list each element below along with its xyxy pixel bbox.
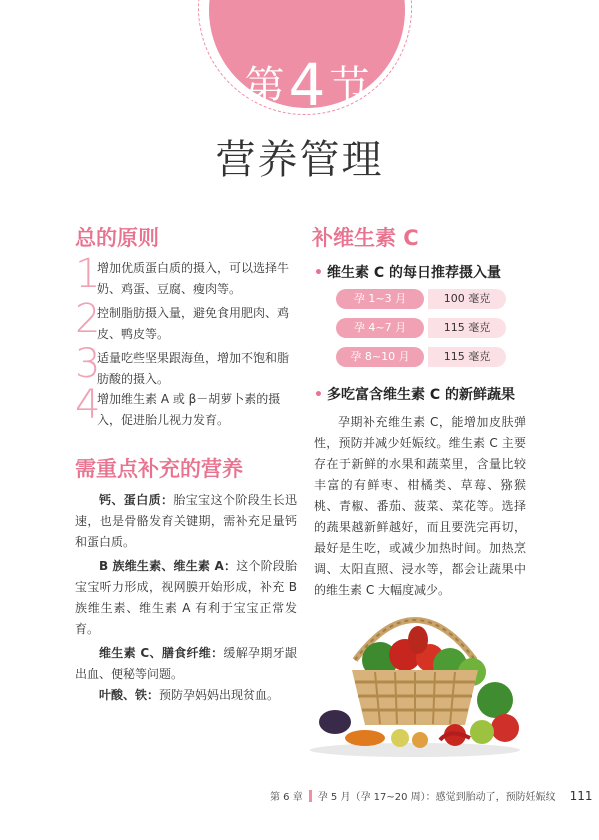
principle-item [75, 382, 295, 431]
nutrient-term: 维生素 C、膳食纤维： [99, 646, 224, 660]
principle-item [75, 251, 295, 300]
footer-description: 孕 5 月（孕 17~20 周）：感觉到胎动了，预防妊娠纹 [317, 792, 556, 803]
bullet-icon: • [314, 265, 323, 281]
nutrient-paragraph [75, 685, 297, 706]
nutrient-term: 叶酸、铁： [99, 688, 160, 702]
vegetables-heading-text: 多吃富含维生素 C 的新鲜蔬果 [326, 387, 515, 403]
daily-intake-heading-text: 维生素 C 的每日推荐摄入量 [326, 265, 501, 281]
principle-number: 2 [75, 296, 101, 342]
principle-item [75, 296, 295, 345]
nutrient-term: B 族维生素、维生素 A： [99, 559, 237, 573]
vegetables-heading [314, 384, 515, 404]
vegetables-paragraph: 孕期补充维生素 C，能增加皮肤弹性，预防并减少妊娠纹。维生素 C 主要存在于新鲜的水果和蔬菜里，含量比较丰富的有鲜枣、柑橘类、草莓、猕猴桃、青椒、番茄、菠菜、菜花等。选择的蔬果越新鲜越好，而且要洗完再切，最好是生吃，或减少加热时间。加热烹调、太阳直照、浸水等，都会让蔬果中的维生素 C 大幅度减少。 [314, 415, 526, 597]
section-prefix: 第 [244, 63, 285, 109]
intake-amount: 100 毫克 [428, 289, 506, 309]
principle-number: 4 [75, 382, 101, 428]
page-footer [270, 788, 593, 803]
nutrient-term: 钙、蛋白质： [99, 493, 174, 507]
intake-amount: 115 毫克 [428, 318, 506, 338]
nutrient-paragraph [75, 643, 297, 685]
principle-item [75, 341, 295, 390]
nutrient-text: 这个阶段胎宝宝听力形成，视网膜开始形成，补充 B 族维生素、维生素 A 有利于宝宝正常发育。 [75, 559, 297, 636]
page-title: 营养管理 [215, 137, 384, 183]
section-suffix: 节 [329, 63, 370, 109]
nutrient-text: 胎宝宝这个阶段生长迅速，也是骨骼发育关键期，需补充足量钙和蛋白质。 [75, 493, 297, 549]
nutrients-heading: 需重点补充的营养 [75, 457, 243, 481]
nutrient-text: 缓解孕期牙龈出血、便秘等问题。 [75, 646, 297, 681]
intake-amount: 115 毫克 [428, 347, 506, 367]
footer-divider [309, 790, 312, 802]
vegetable-basket-image [300, 600, 530, 760]
intake-period: 孕 1~3 月 [336, 289, 424, 309]
nutrient-text: 预防孕妈妈出现贫血。 [159, 688, 280, 702]
daily-intake-heading [314, 262, 501, 282]
intake-period: 孕 8~10 月 [336, 347, 424, 367]
footer-chapter: 第 6 章 [270, 792, 303, 803]
principle-number: 3 [75, 341, 101, 387]
principle-text: 增加维生素 A 或 β－胡萝卜素的摄入，促进胎儿视力发育。 [97, 392, 281, 427]
bullet-icon: • [314, 387, 323, 403]
principle-text: 适量吃些坚果跟海鱼，增加不饱和脂肪酸的摄入。 [97, 351, 290, 386]
nutrient-paragraph [75, 490, 297, 553]
intake-period: 孕 4~7 月 [336, 318, 424, 338]
section-number [209, 51, 405, 119]
section-number-digit: 4 [288, 51, 326, 119]
principle-text: 增加优质蛋白质的摄入，可以选择牛奶、鸡蛋、豆腐、瘦肉等。 [97, 261, 290, 296]
principle-number: 1 [75, 251, 101, 297]
principles-heading: 总的原则 [75, 226, 159, 250]
page-number: 111 [569, 789, 593, 803]
principle-text: 控制脂肪摄入量，避免食用肥肉、鸡皮、鸭皮等。 [97, 306, 290, 341]
nutrient-paragraph [75, 556, 297, 640]
vitc-heading: 补维生素 C [312, 226, 419, 250]
